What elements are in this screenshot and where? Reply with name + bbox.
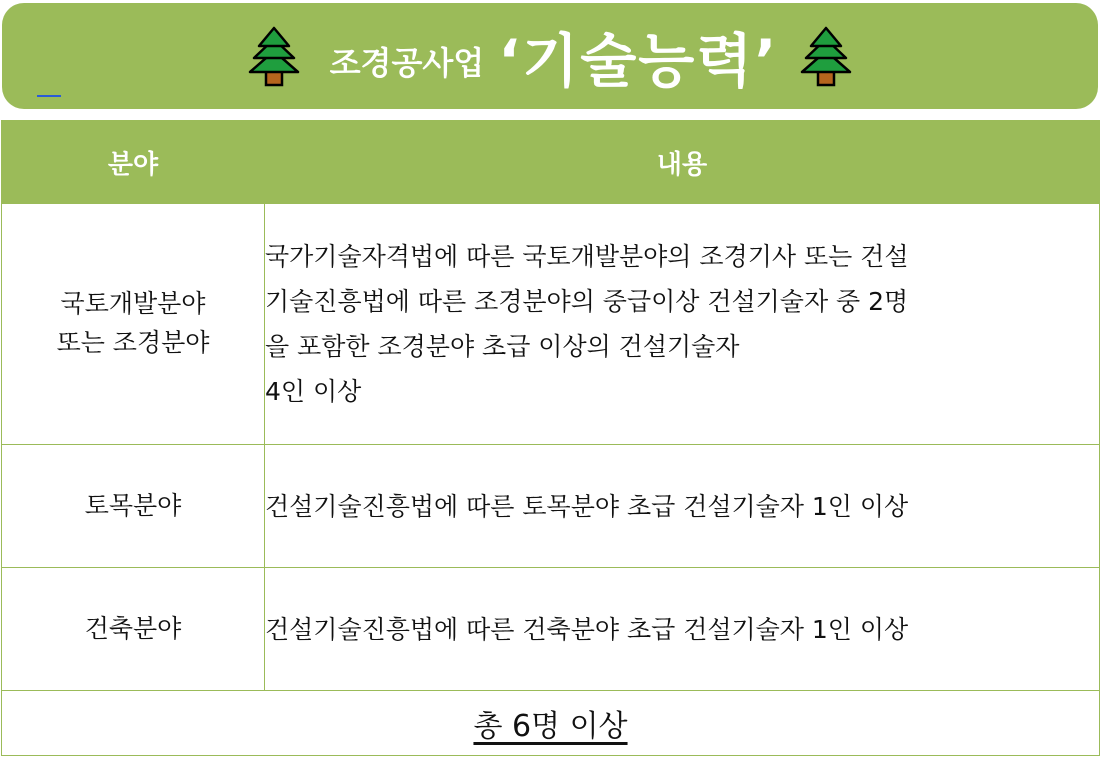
table-row <box>2 568 1100 691</box>
content-line: 4인 이상 <box>265 377 362 406</box>
table-header-row <box>2 121 1100 204</box>
content-line: 을 포함한 조경분야 초급 이상의 건설기술자 <box>265 332 740 361</box>
content-line: 건설기술진흥법에 따른 토목분야 초급 건설기술자 1인 이상 <box>265 491 909 521</box>
content-cell <box>265 568 1100 691</box>
field-line: 건축분야 <box>84 613 182 643</box>
header-content: 내용 <box>265 121 1100 204</box>
title-banner <box>2 3 1098 109</box>
field-line: 토목분야 <box>84 490 182 520</box>
field-cell <box>2 445 265 568</box>
field-cell <box>2 568 265 691</box>
field-line: 국토개발분야 <box>60 289 206 319</box>
tree-icon <box>796 25 856 87</box>
title-subtitle: 조경공사업 <box>329 44 485 82</box>
title-main: ‘기술능력’ <box>498 27 779 95</box>
total-cell <box>2 691 1100 756</box>
tree-icon <box>244 25 304 87</box>
table-row <box>2 445 1100 568</box>
header-field: 분야 <box>2 121 265 204</box>
content-line: 국가기술자격법에 따른 국토개발분야의 조경기사 또는 건설 <box>265 242 909 271</box>
content-line: 기술진흥법에 따른 조경분야의 중급이상 건설기술자 중 2명 <box>265 287 909 316</box>
field-line: 또는 조경분야 <box>56 328 210 357</box>
total-text: 총 6명 이상 <box>473 709 628 744</box>
content-line: 건설기술진흥법에 따른 건축분야 초급 건설기술자 1인 이상 <box>265 614 909 644</box>
field-cell <box>2 204 265 445</box>
banner-title <box>2 3 1098 109</box>
content-cell <box>265 204 1100 445</box>
requirements-table <box>1 120 1100 756</box>
content-cell <box>265 445 1100 568</box>
table-total-row <box>2 691 1100 756</box>
table-row <box>2 204 1100 445</box>
